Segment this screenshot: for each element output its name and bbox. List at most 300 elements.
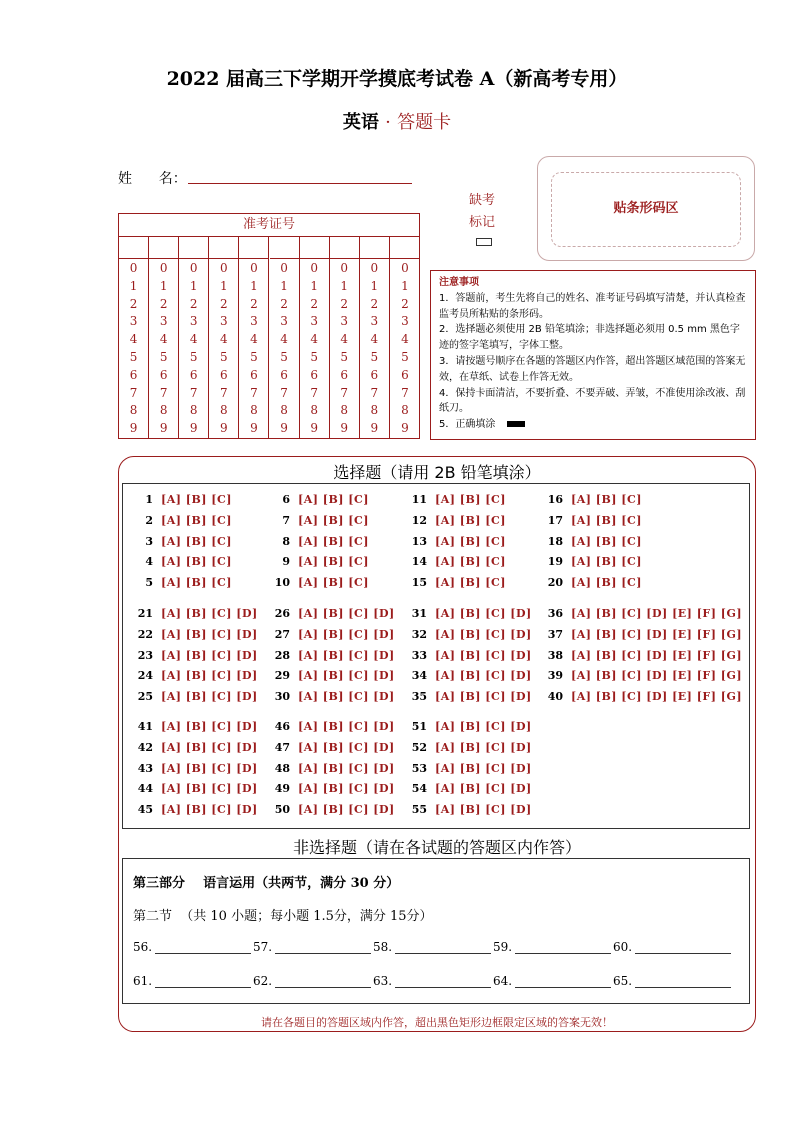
answer-line[interactable] (515, 975, 611, 988)
exam-id-digit-option[interactable]: 5 (250, 349, 258, 364)
answer-options[interactable]: [A] [B] [C] [D] (298, 761, 395, 775)
blank-number: 64. (493, 974, 513, 988)
question-36 (541, 607, 742, 620)
answer-options[interactable]: [A] [B] [C] [D] (298, 782, 395, 796)
answer-line[interactable] (155, 941, 251, 954)
absent-mark-label (462, 190, 502, 234)
exam-id-digit-option[interactable]: 2 (189, 296, 198, 311)
footer-warning: 请在各题目的答题区域内作答，超出黑色矩形边框限定区域的答案无效！ (261, 1016, 613, 1029)
exam-id-digit-option[interactable]: 0 (401, 261, 409, 275)
question-2 (131, 514, 232, 527)
question-19 (541, 555, 642, 568)
exam-id-digit-option[interactable]: 8 (310, 403, 318, 418)
exam-id-digit-option[interactable]: 0 (250, 261, 258, 275)
question-number: 45 (137, 803, 153, 817)
exam-id-digit-option[interactable]: 1 (370, 278, 379, 293)
answer-options[interactable]: [A] [B] [C] [D] (298, 648, 395, 662)
exam-id-digit-box[interactable] (149, 236, 178, 259)
exam-id-digit-options (300, 260, 329, 438)
answer-options[interactable]: [A] [B] [C] (571, 555, 642, 569)
notice-item: 4．保持卡面清洁，不要折叠、不要弄破、弄皱，不准使用涂改液、刮纸刀。 (439, 387, 746, 415)
exam-id-digit-option[interactable]: 3 (250, 314, 258, 329)
exam-id-digit-option[interactable]: 4 (129, 332, 138, 347)
exam-id-digit-option[interactable]: 7 (129, 385, 138, 400)
exam-id-digit-option[interactable]: 3 (370, 314, 379, 329)
absent-label-line2: 标记 (468, 215, 495, 230)
answer-options[interactable]: [A] [B] [C] [D] (161, 803, 258, 817)
answer-options[interactable]: [A] [B] [C] (161, 576, 232, 590)
question-number: 31 (411, 607, 427, 620)
exam-id-column (179, 236, 209, 438)
exam-id-digit-options (360, 260, 389, 438)
question-number: 43 (137, 761, 153, 775)
blank-number: 60. (613, 940, 633, 954)
exam-id-digit-option[interactable]: 7 (310, 385, 318, 400)
question-number: 35 (411, 690, 427, 704)
exam-id-digit-option[interactable]: 8 (370, 403, 379, 418)
exam-id-digit-option[interactable]: 1 (189, 278, 198, 293)
exam-id-digit-box[interactable] (360, 236, 389, 259)
exam-id-digit-option[interactable]: 6 (310, 367, 318, 382)
answer-options[interactable]: [A] [B] [C] [D] (298, 669, 395, 683)
question-number: 49 (274, 782, 290, 796)
exam-id-digit-option[interactable]: 3 (220, 314, 228, 329)
exam-id-digit-box[interactable] (209, 236, 238, 259)
question-55 (405, 803, 532, 816)
answer-options[interactable]: [A] [B] [C] [D] (161, 720, 258, 733)
answer-options[interactable]: [A] [B] [C] (298, 513, 369, 527)
question-21 (131, 607, 258, 620)
question-number: 53 (411, 761, 427, 775)
question-16 (541, 493, 642, 506)
choice-box (122, 483, 750, 829)
answer-options[interactable]: [A] [B] [C] [D] (298, 803, 395, 817)
exam-id-digit-options (149, 260, 178, 438)
exam-id-digit-box[interactable] (119, 236, 148, 259)
exam-id-column (360, 236, 390, 438)
question-number: 50 (274, 803, 290, 817)
answer-line[interactable] (395, 975, 491, 988)
answer-options[interactable]: [A] [B] [C] [D] (161, 761, 258, 775)
answer-options[interactable]: [A] [B] [C] [D] [E] [F] [G] (571, 607, 743, 620)
answer-options[interactable]: [A] [B] [C] (298, 534, 369, 548)
blank-64 (493, 974, 611, 988)
question-49 (268, 782, 395, 795)
exam-id-digit-option[interactable]: 2 (340, 296, 349, 311)
answer-options[interactable]: [A] [B] [C] (571, 513, 642, 527)
exam-id-column (270, 236, 300, 438)
blank-number: 59. (493, 940, 513, 954)
question-9 (268, 555, 369, 568)
answer-options[interactable]: [A] [B] [C] [D] (435, 627, 532, 641)
question-20 (541, 576, 642, 589)
exam-id-digit-box[interactable] (239, 236, 268, 259)
answer-options[interactable]: [A] [B] [C] (435, 555, 506, 569)
exam-id-digit-box[interactable] (270, 236, 299, 259)
exam-id-digit-option[interactable]: 5 (129, 349, 138, 364)
answer-options[interactable]: [A] [B] [C] [D] (298, 740, 395, 754)
exam-id-column (209, 236, 239, 438)
answer-options[interactable]: [A] [B] [C] (161, 555, 232, 569)
exam-id-digit-option[interactable]: 6 (340, 367, 349, 382)
question-53 (405, 762, 532, 775)
question-number: 32 (411, 627, 427, 641)
blank-number: 57. (253, 940, 273, 954)
answer-options[interactable]: [A] [B] [C] [D] (435, 803, 532, 817)
exam-id-digit-option[interactable]: 6 (129, 367, 138, 382)
question-number: 47 (274, 740, 290, 754)
answer-options[interactable]: [A] [B] [C] [D] (435, 669, 532, 683)
exam-id-column (149, 236, 179, 438)
question-3 (131, 535, 232, 548)
answer-options[interactable]: [A] [B] [C] (435, 576, 506, 590)
question-number: 36 (547, 607, 563, 620)
exam-id-digit-option[interactable]: 8 (340, 403, 349, 418)
question-number: 23 (137, 648, 153, 662)
exam-id-digit-option[interactable]: 0 (370, 261, 379, 275)
question-number: 1 (145, 493, 153, 506)
blank-60 (613, 940, 731, 954)
exam-id-digit-option[interactable]: 4 (220, 332, 228, 347)
question-number: 22 (137, 627, 153, 641)
exam-id-digit-option[interactable]: 7 (189, 385, 198, 400)
exam-id-digit-option[interactable]: 0 (280, 261, 288, 275)
question-32 (405, 628, 532, 641)
exam-id-digit-option[interactable]: 9 (220, 421, 228, 436)
answer-options[interactable]: [A] [B] [C] (435, 493, 506, 506)
question-number: 8 (282, 534, 290, 548)
exam-id-digit-option[interactable]: 7 (280, 385, 288, 400)
exam-id-digit-option[interactable]: 4 (340, 332, 349, 347)
exam-id-digit-option[interactable]: 0 (340, 261, 349, 275)
absent-label-line1: 缺考 (468, 193, 495, 208)
exam-id-digit-option[interactable]: 0 (129, 261, 138, 275)
exam-id-digit-option[interactable]: 8 (129, 403, 138, 418)
question-27 (268, 628, 395, 641)
exam-id-digit-option[interactable]: 5 (401, 349, 409, 364)
answer-options[interactable]: [A] [B] [C] [D] (161, 607, 258, 620)
question-number: 5 (145, 576, 153, 590)
question-22 (131, 628, 258, 641)
question-50 (268, 803, 395, 816)
question-number: 12 (411, 513, 427, 527)
answer-options[interactable]: [A] [B] [C] [D] (161, 669, 258, 683)
exam-id-digit-option[interactable]: 7 (220, 385, 228, 400)
question-8 (268, 535, 369, 548)
answer-options[interactable]: [A] [B] [C] [D] (298, 607, 395, 620)
name-label: 姓 名： (118, 171, 187, 187)
exam-id-digit-option[interactable]: 9 (401, 421, 409, 436)
exam-id-digit-option[interactable]: 5 (220, 349, 228, 364)
question-number: 17 (547, 513, 563, 527)
question-number: 24 (137, 669, 153, 683)
blank-56 (133, 940, 251, 954)
question-23 (131, 649, 258, 662)
exam-id-digit-option[interactable]: 1 (401, 278, 409, 293)
question-4 (131, 555, 232, 568)
answer-line[interactable] (515, 941, 611, 954)
exam-id-digit-options (390, 260, 420, 438)
exam-id-digit-option[interactable]: 7 (250, 385, 258, 400)
answer-options[interactable]: [A] [B] [C] [D] [E] [F] [G] (571, 627, 743, 641)
exam-id-digit-option[interactable]: 0 (220, 261, 228, 275)
answer-line[interactable] (275, 941, 371, 954)
exam-id-digit-option[interactable]: 8 (220, 403, 228, 418)
exam-id-digit-box[interactable] (179, 236, 208, 259)
question-number: 51 (411, 720, 427, 733)
exam-id-digit-option[interactable]: 8 (280, 403, 288, 418)
answer-options[interactable]: [A] [B] [C] (161, 493, 232, 506)
notice-item-fill-example (439, 417, 747, 433)
blank-number: 63. (373, 974, 393, 988)
question-41 (131, 720, 258, 733)
answer-options[interactable]: [A] [B] [C] [D] (161, 627, 258, 641)
answer-options[interactable]: [A] [B] [C] (571, 493, 642, 506)
answer-options[interactable]: [A] [B] [C] (435, 534, 506, 548)
exam-id-digit-option[interactable]: 5 (280, 349, 288, 364)
answer-options[interactable]: [A] [B] [C] (161, 513, 232, 527)
answer-line[interactable] (395, 941, 491, 954)
exam-id-digit-option[interactable]: 5 (310, 349, 318, 364)
notice-title: 注意事项 (439, 277, 479, 288)
exam-id-digit-option[interactable]: 1 (159, 278, 168, 293)
exam-id-digit-option[interactable]: 0 (189, 261, 198, 275)
exam-id-digit-option[interactable]: 6 (401, 367, 409, 382)
question-number: 33 (411, 648, 427, 662)
answer-options[interactable]: [A] [B] [C] [D] (435, 607, 532, 620)
card-type: 答题卡 (397, 112, 452, 133)
question-38 (541, 649, 742, 662)
question-1 (131, 493, 232, 506)
exam-id-digit-option[interactable]: 1 (280, 278, 288, 293)
answer-line[interactable] (635, 941, 731, 954)
question-48 (268, 762, 395, 775)
notice-item: 3．请按题号顺序在各题的答题区内作答，超出答题区域范围的答案无效，在草纸、试卷上作答无效。 (439, 355, 746, 383)
exam-id-digit-option[interactable]: 8 (189, 403, 198, 418)
exam-id-label: 准考证号 (119, 214, 419, 237)
answer-options[interactable]: [A] [B] [C] (571, 534, 642, 548)
answer-options[interactable]: [A] [B] [C] [D] (298, 627, 395, 641)
question-6 (268, 493, 369, 506)
question-40 (541, 690, 742, 703)
exam-id-grid (118, 213, 420, 439)
exam-id-digit-option[interactable]: 7 (159, 385, 168, 400)
exam-id-digit-option[interactable]: 9 (310, 421, 318, 436)
exam-id-digit-option[interactable]: 8 (159, 403, 168, 418)
question-number: 14 (411, 555, 427, 569)
barcode-label: 贴条形码区 (551, 172, 741, 247)
answer-line[interactable] (635, 975, 731, 988)
question-number: 55 (411, 803, 427, 817)
absent-mark-checkbox[interactable] (476, 238, 492, 246)
answer-line[interactable] (155, 975, 251, 988)
question-15 (405, 576, 506, 589)
question-number: 20 (547, 576, 563, 590)
exam-id-digit-option[interactable]: 3 (340, 314, 349, 329)
question-number: 15 (411, 576, 427, 590)
answer-options[interactable]: [A] [B] [C] [D] (161, 782, 258, 796)
answer-options[interactable]: [A] [B] [C] [D] (161, 648, 258, 662)
question-number: 40 (547, 690, 563, 704)
exam-id-digit-option[interactable]: 4 (159, 332, 168, 347)
blank-63 (373, 974, 491, 988)
exam-id-digit-option[interactable]: 1 (129, 278, 138, 293)
exam-id-digit-option[interactable]: 7 (340, 385, 349, 400)
answer-options[interactable]: [A] [B] [C] [D] (435, 761, 532, 775)
question-25 (131, 690, 258, 703)
answer-options[interactable]: [A] [B] [C] [D] (435, 720, 532, 733)
exam-id-digit-option[interactable]: 3 (280, 314, 288, 329)
exam-id-digit-option[interactable]: 7 (401, 385, 409, 400)
question-33 (405, 649, 532, 662)
exam-id-digit-option[interactable]: 5 (340, 349, 349, 364)
exam-id-digit-box[interactable] (300, 236, 329, 259)
answer-options[interactable]: [A] [B] [C] [D] [E] [F] [G] (571, 690, 743, 704)
question-number: 52 (411, 740, 427, 754)
question-42 (131, 741, 258, 754)
exam-id-digit-options (179, 260, 208, 438)
exam-id-digit-option[interactable]: 7 (370, 385, 379, 400)
question-18 (541, 535, 642, 548)
answer-options[interactable]: [A] [B] [C] [D] [E] [F] [G] (571, 669, 743, 683)
answer-options[interactable]: [A] [B] [C] [D] (435, 690, 532, 704)
exam-id-digit-option[interactable]: 3 (189, 314, 198, 329)
question-number: 27 (274, 627, 290, 641)
exam-id-digit-box[interactable] (390, 236, 420, 259)
question-7 (268, 514, 369, 527)
exam-id-digit-option[interactable]: 1 (250, 278, 258, 293)
answer-options[interactable]: [A] [B] [C] (161, 534, 232, 548)
exam-id-digit-option[interactable]: 6 (189, 367, 198, 382)
question-34 (405, 669, 532, 682)
exam-id-digit-option[interactable]: 8 (401, 403, 409, 418)
exam-id-digit-option[interactable]: 4 (310, 332, 318, 347)
question-number: 9 (282, 555, 290, 569)
exam-id-digit-option[interactable]: 0 (310, 261, 318, 275)
answer-options[interactable]: [A] [B] [C] (298, 493, 369, 506)
answer-options[interactable]: [A] [B] [C] [D] (435, 782, 532, 796)
answer-options[interactable]: [A] [B] [C] (571, 576, 642, 590)
answer-options[interactable]: [A] [B] [C] [D] (161, 740, 258, 754)
exam-id-digit-option[interactable]: 5 (370, 349, 379, 364)
exam-id-digit-option[interactable]: 2 (159, 296, 168, 311)
exam-id-digit-option[interactable]: 4 (401, 332, 409, 347)
question-14 (405, 555, 506, 568)
exam-id-digit-option[interactable]: 3 (310, 314, 318, 329)
exam-id-digit-option[interactable]: 6 (370, 367, 379, 382)
exam-id-digit-option[interactable]: 2 (370, 296, 379, 311)
exam-id-digit-options (209, 260, 238, 438)
question-number: 29 (274, 669, 290, 683)
exam-id-digit-option[interactable]: 9 (340, 421, 349, 436)
exam-id-digit-option[interactable]: 8 (250, 403, 258, 418)
question-11 (405, 493, 506, 506)
exam-id-digit-option[interactable]: 4 (370, 332, 379, 347)
notice-box (430, 270, 756, 440)
exam-id-digit-option[interactable]: 4 (189, 332, 198, 347)
exam-id-digit-option[interactable]: 2 (129, 296, 138, 311)
exam-id-digit-option[interactable]: 3 (129, 314, 138, 329)
exam-id-digit-option[interactable]: 1 (340, 278, 349, 293)
question-number: 6 (282, 493, 290, 506)
exam-id-column (239, 236, 269, 438)
question-number: 10 (274, 576, 290, 590)
exam-id-digit-option[interactable]: 2 (401, 296, 409, 311)
exam-id-digit-option[interactable]: 9 (129, 421, 138, 436)
question-number: 39 (547, 669, 563, 683)
answer-options[interactable]: [A] [B] [C] [D] (298, 690, 395, 704)
exam-id-digit-option[interactable]: 6 (220, 367, 228, 382)
blank-number: 56. (133, 940, 153, 954)
exam-id-digit-option[interactable]: 6 (250, 367, 258, 382)
blank-65 (613, 974, 731, 988)
answer-options[interactable]: [A] [B] [C] [D] (298, 720, 395, 733)
question-number: 46 (274, 720, 290, 733)
exam-id-digit-option[interactable]: 2 (280, 296, 288, 311)
exam-id-digit-option[interactable]: 1 (220, 278, 228, 293)
exam-id-digit-option[interactable]: 9 (370, 421, 379, 436)
question-number: 18 (547, 534, 563, 548)
question-number: 25 (137, 690, 153, 704)
exam-id-digit-option[interactable]: 3 (159, 314, 168, 329)
blank-58 (373, 940, 491, 954)
question-number: 30 (274, 690, 290, 704)
exam-id-digit-option[interactable]: 4 (250, 332, 258, 347)
question-number: 28 (274, 648, 290, 662)
answer-options[interactable]: [A] [B] [C] (298, 576, 369, 590)
answer-options[interactable]: [A] [B] [C] [D] [E] [F] [G] (571, 648, 743, 662)
answer-options[interactable]: [A] [B] [C] [D] (435, 740, 532, 754)
choice-section-title: 选择题（请用 2B 铅笔填涂） (333, 463, 541, 482)
exam-id-digit-option[interactable]: 9 (159, 421, 168, 436)
exam-id-digit-option[interactable]: 6 (159, 367, 168, 382)
exam-id-column (390, 236, 420, 438)
exam-id-digit-option[interactable]: 9 (189, 421, 198, 436)
exam-id-digit-option[interactable]: 5 (159, 349, 168, 364)
exam-id-digit-option[interactable]: 2 (250, 296, 258, 311)
question-47 (268, 741, 395, 754)
question-number: 26 (274, 607, 290, 620)
exam-id-digit-option[interactable]: 4 (280, 332, 288, 347)
exam-id-digit-option[interactable]: 3 (401, 314, 409, 329)
exam-id-digit-box[interactable] (330, 236, 359, 259)
question-31 (405, 607, 532, 620)
exam-id-digit-option[interactable]: 9 (250, 421, 258, 436)
exam-id-digit-option[interactable]: 1 (310, 278, 318, 293)
exam-id-digit-option[interactable]: 6 (280, 367, 288, 382)
exam-id-digit-options (330, 260, 359, 438)
question-52 (405, 741, 532, 754)
answer-options[interactable]: [A] [B] [C] (298, 555, 369, 569)
question-17 (541, 514, 642, 527)
answer-line[interactable] (275, 975, 371, 988)
answer-options[interactable]: [A] [B] [C] [D] (161, 690, 258, 704)
exam-id-digit-option[interactable]: 2 (220, 296, 228, 311)
exam-id-digit-options (270, 260, 299, 438)
name-field[interactable] (188, 182, 412, 184)
answer-options[interactable]: [A] [B] [C] [D] (435, 648, 532, 662)
blank-number: 61. (133, 974, 153, 988)
question-number: 48 (274, 761, 290, 775)
question-number: 13 (411, 534, 427, 548)
question-13 (405, 535, 506, 548)
subject-separator: · (385, 112, 391, 133)
answer-options[interactable]: [A] [B] [C] (435, 513, 506, 527)
exam-id-digit-option[interactable]: 9 (280, 421, 288, 436)
exam-id-digit-option[interactable]: 0 (159, 261, 168, 275)
exam-id-digit-option[interactable]: 2 (310, 296, 318, 311)
exam-id-digit-option[interactable]: 5 (189, 349, 198, 364)
